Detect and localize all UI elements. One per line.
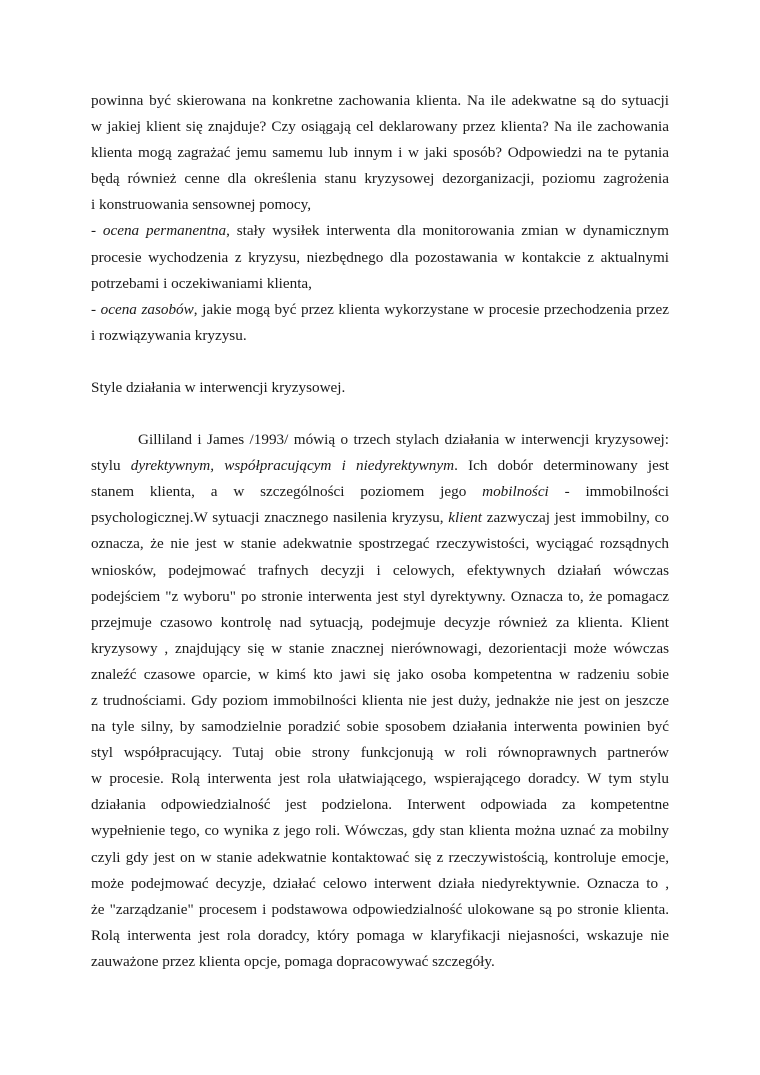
text-line: Rolą interwenta jest rola doradcy, który pomaga w klaryfikacji niejasności, wskazuje nie [91, 926, 669, 944]
text-line: powinna być skierowana na konkretne zachowania klienta. Na ile adekwatne są do sytuacji [91, 92, 669, 109]
text-line: i rozwiązywania kryzysu. [91, 326, 247, 344]
text-fragment: , stały wysiłek interwenta dla monitorowania zmian w dynamicznym [226, 222, 669, 240]
text-line: czyli gdy jest on w stanie adekwatnie kontaktować się z rzeczywistością, kontroluje emocje, [91, 848, 669, 866]
text-line: działania odpowiedzialność jest podzielona. Interwent odpowiada za kompetentne [91, 796, 669, 814]
text-line [91, 479, 669, 505]
text-line: będą również cenne dla określenia stanu kryzysowej dezorganizacji, poziomu zagrożenia [91, 170, 669, 188]
text-line: kryzysowy , znajdujący się w stanie znacznej nierównowagi, dezorientacji może wówczas [91, 639, 669, 657]
bullet-dash: - [91, 222, 103, 240]
paragraph-intervention-styles [91, 427, 669, 975]
text-line: przejmuje czasowo kontrolę nad sytuacją, podejmuje decyzje również za klienta. Klient [91, 613, 669, 631]
text-line: procesie wychodzenia z kryzysu, niezbędnego dla pozostawania w kontakcie z aktualnymi [91, 248, 669, 266]
text-line: w jakiej klient się znajduje? Czy osiągają cel deklarowany przez klienta? Na ile zachowania [91, 118, 669, 136]
bullet-resources-assessment [91, 297, 669, 349]
text-fragment: . Ich dobór determinowany jest [454, 457, 669, 475]
text-fragment: stanem klienta, a w szczególności poziomem jego [91, 483, 483, 501]
text-line: i konstruowania sensownej pomocy, [91, 196, 312, 214]
bullet-permanent-assessment [91, 218, 669, 296]
heading-text: Style działania w interwencji kryzysowej. [91, 378, 346, 396]
term-italic: ocena permanentna [102, 222, 227, 240]
text-fragment: - immobilności [548, 483, 669, 501]
text-fragment: zazwyczaj jest immobilny, co [482, 509, 670, 527]
text-line: styl współpracujący. Tutaj obie strony funkcjonują w roli równoprawnych partnerów [91, 744, 669, 762]
text-fragment: stylu [91, 457, 131, 475]
text-line: klienta mogą zagrażać jemu samemu lub innym i w jaki sposób? Odpowiedzi na te pytania [91, 144, 669, 162]
text-line: Gilliland i James /1993/ mówią o trzech stylach działania w interwencji kryzysowej: [138, 431, 669, 449]
text-line: potrzebami i oczekiwaniami klienta, [91, 274, 312, 292]
text-line: może podejmować decyzje, działać celowo interwent działa niedyrektywnie. Oznacza to , [91, 874, 669, 892]
section-heading [91, 375, 669, 401]
term-italic: ocena zasobów [100, 300, 194, 318]
text-fragment: , jakie mogą być przez klienta wykorzystane w procesie przechodzenia przez [193, 300, 670, 318]
text-line: wypełnienie tego, co wynika z jego roli. Wówczas, gdy stan klienta można uznać za mobilny [91, 822, 669, 840]
text-line: oznacza, że nie jest w stanie adekwatnie spostrzegać rzeczywistości, wyciągać rozsądnych [91, 535, 669, 553]
text-line: na tyle silny, by samodzielnie poradzić sobie sposobem działania interwenta powinien być [91, 718, 669, 736]
term-italic: dyrektywnym, współpracującym i niedyrektywnym [130, 457, 455, 475]
text-line: zauważone przez klienta opcje, pomaga dopracowywać szczegóły. [91, 952, 495, 970]
text-line [91, 453, 669, 479]
text-fragment: psychologicznej.W sytuacji znacznego nasilenia kryzysu, [91, 509, 449, 527]
text-line: z trudnościami. Gdy poziom immobilności klienta nie jest duży, jednakże nie jest on jeszcze [91, 691, 669, 709]
text-line [91, 218, 669, 244]
text-line: podejściem "z wyboru" po stronie interwenta jest styl dyrektywny. Oznacza to, że pomagacz [91, 587, 669, 605]
text-line: że "zarządzanie" procesem i podstawowa odpowiedzialność ulokowane są po stronie klienta. [91, 900, 669, 918]
term-italic: mobilności [482, 483, 549, 501]
text-line: znaleźć czasowe oparcie, w kimś kto jawi się jako osoba kompetentna w radzeniu sobie [91, 665, 669, 683]
document-page [91, 88, 669, 975]
text-line: wniosków, podejmować trafnych decyzji i celowych, efektywnych działań wówczas [91, 561, 669, 579]
paragraph-assessment-behavior [91, 88, 669, 218]
term-italic: klient [448, 509, 483, 527]
text-line: w procesie. Rolą interwenta jest rola ułatwiającego, wspierającego doradcy. W tym stylu [91, 770, 669, 788]
bullet-dash: - [91, 300, 101, 318]
text-line [91, 505, 669, 531]
text-line [91, 297, 669, 323]
